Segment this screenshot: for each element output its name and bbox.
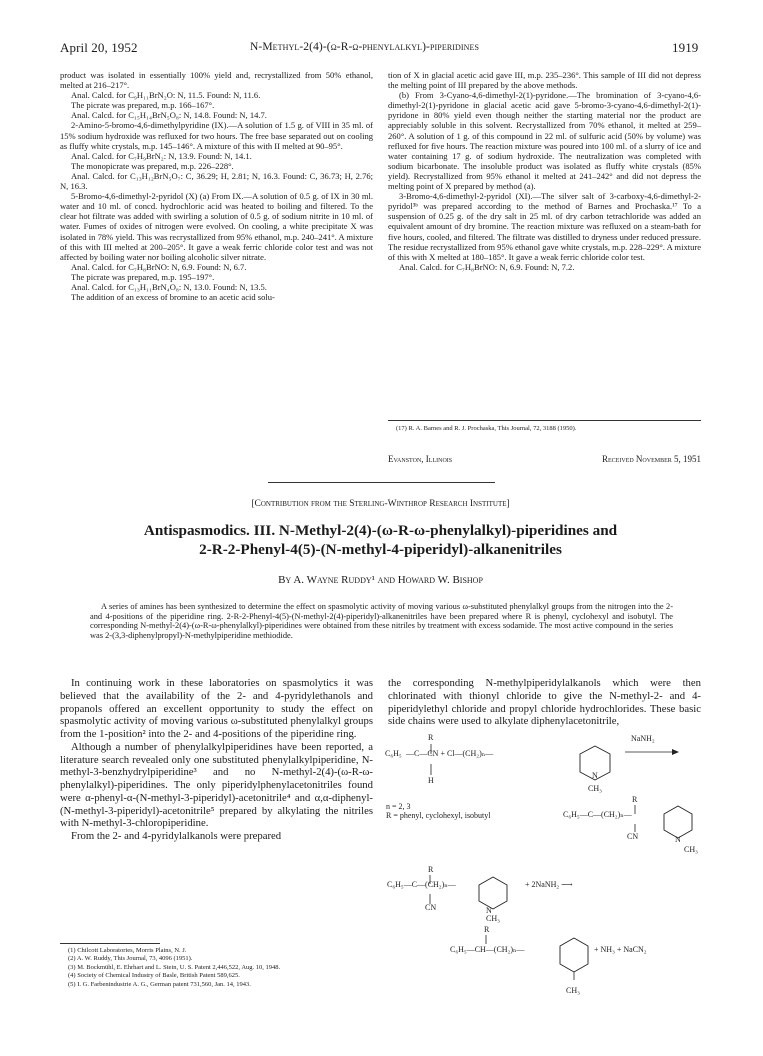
- paragraph: Anal. Calcd. for C₁₃H₁₁BrN₄O₈: N, 13.0. Found: N, 13.5.: [71, 281, 267, 292]
- paragraph: 2-Amino-5-bromo-4,6-dimethylpyridine (IX).—A solution of 1.5 g. of VIII in 35 ml. of 15% sodium hydroxide was refluxed for two hours. The free base separated out on cooling as fluffy white crystals, m.p. 145–146°. A mixture of this with II melted at 90–95°.: [60, 120, 373, 151]
- body-left-column: [60, 677, 373, 843]
- scheme-n-1: N: [592, 771, 598, 780]
- scheme-n-3: N: [486, 906, 492, 915]
- scheme-ch3-4: CH₃: [566, 986, 580, 995]
- paragraph: The picrate was prepared, m.p. 166–167°.: [71, 100, 215, 111]
- paragraph: The picrate was prepared, m.p. 195–197°.: [71, 271, 215, 282]
- scheme-cn-2: CN: [425, 903, 437, 912]
- scheme-r-definition: R = phenyl, cyclohexyl, isobutyl: [386, 811, 491, 820]
- paragraph: Anal. Calcd. for C₉H₁₁BrN₂O: N, 11.5. Found: N, 11.6.: [71, 90, 261, 101]
- paragraph: tion of X in glacial acetic acid gave III, m.p. 235–236°. This sample of III did not depress the melting point of III prepared by the above methods.: [388, 70, 701, 91]
- scheme-n-2: N: [675, 835, 681, 844]
- paragraph: The monopicrate was prepared, m.p. 226–228°.: [71, 160, 234, 171]
- running-title: N-Methyl-2(4)-(ω-R-ω-phenylalkyl)-piperidines: [250, 41, 480, 53]
- paragraph: 5-Bromo-4,6-dimethyl-2-pyridol (X) (a) From IX.—A solution of 0.5 g. of IX in 30 ml. water and 10 ml. of concd. hydrochloric acid was heated to boiling and filtered. To the clear hot filtrate was added with swirling a solution of 0.5 g. of sodium nitrite in 10 ml. of water. Fumes of oxides of nitrogen were evolved. On cooling, a white precipitate X was isolated in 78% yield. This was recrystallized from 95% ethanol, m.p. 240–241°. A mixture of this with III melted at 200–205°. It gave a weak ferric chloride color test and was not affected by boiling water nor boiling alcoholic silver nitrate.: [60, 191, 373, 262]
- scheme-product1-r: R: [632, 795, 638, 804]
- paragraph: Anal. Calcd. for C₁₃H₁₂BrN₅O₇: C, 36.29; H, 2.81; N, 16.3. Found: C, 36.73; H, 2.76; N, 16.3.: [60, 170, 373, 192]
- footnote: (1) Chilcott Laboratories, Morris Plains, N. J.: [68, 947, 187, 954]
- received-date: Received November 5, 1951: [602, 454, 701, 464]
- scheme-product3-bonds: [460, 934, 620, 994]
- byline: By A. Wayne Ruddy¹ and Howard W. Bishop: [278, 574, 483, 586]
- abstract: A series of amines has been synthesized to determine the effect on spasmolytic activity of moving various ω-substituted phenylalkyl groups from the nitrogen into the 2- and 4-positions of the piperidine ring. 2-R-2-Phenyl-4(5)-(N-methyl-2(4)-piperidyl)-alkanenitriles have been prepared where R is phenyl, cyclohexyl and isobutyl. The corresponding N-methyl-2(4)-(ω-R-ω-phenylalkyl)-piperidines were obtained from these nitriles by treatment with excess sodamide. The most active compound in the series was 2-(3,3-diphenylpropyl)-N-methylpiperidine methiodide.: [90, 602, 673, 640]
- paragraph: 3-Bromo-4,6-dimethyl-2-pyridol (XI).—The silver salt of 3-carboxy-4,6-dimethyl-2-pyridol³ᵇ was prepared according to the method of Barnes and Prochaska.¹⁷ To a suspension of 0.25 g. of the dry salt in 25 ml. of dry carbon tetrachloride was added an equivalent amount of dry bromine. The reaction mixture was refluxed on a steam-bath for five hours, cooled, and filtered. The filtrate was distilled to dryness under reduced pressure. The residue recrystallized from 95% ethanol gave white crystals, m.p. 228–229°. A mixture of this with X melted at 180–185°. It gave a weak ferric chloride color test.: [388, 191, 701, 262]
- right-column-top: [388, 70, 701, 272]
- body-paragraph: Although a number of phenylalkylpiperidines have been reported, a literature search revealed only one substituted phenylalkylpiperidine, N-methyl-3-benzhydrylpiperidine³ and no N-methyl-2(4)-(ω-R-ω-phenylalkyl)-piperidines. The only piperidylphenylacetonitriles found were α-phenyl-α-(N-methyl-3-piperidyl)-acetonitrile⁴ and α,α-diphenyl-(N-methyl-3-piperidyl)-acetonitrile⁵ prepared by alkylating the nitriles with N-methyl-3-chloropiperidine.: [60, 740, 373, 830]
- article-title: [60, 521, 701, 559]
- scheme-ch3-3: CH₃: [486, 914, 500, 923]
- contribution-line: [Contribution from the Sterling-Winthrop Research Institute]: [251, 499, 510, 509]
- footnote-17: (17) R. A. Barnes and R. J. Prochaska, This Journal, 72, 3188 (1950).: [396, 425, 577, 432]
- location: Evanston, Illinois: [388, 454, 453, 464]
- paragraph: Anal. Calcd. for C₁₅H₁₄BrN₅O₈: N, 14.8. Found: N, 14.7.: [71, 110, 267, 121]
- section-divider: [268, 482, 495, 483]
- scheme-ch3-1: CH₃: [588, 784, 602, 793]
- footnote: (5) I. G. Farbenindustrie A. G., German patent 731,560, Jan. 14, 1943.: [68, 980, 251, 988]
- paragraph: Anal. Calcd. for C₇H₉BrN₂: N, 13.9. Found: N, 14.1.: [71, 150, 252, 161]
- scheme-n-values: n = 2, 3: [386, 802, 411, 811]
- left-column-top: [60, 70, 373, 302]
- paragraph: The addition of an excess of bromine to an acetic acid solu-: [71, 292, 275, 303]
- paragraph: product was isolated in essentially 100% yield and, recrystallized from 50% ethanol, melted at 216–217°.: [60, 70, 373, 91]
- footnote: (2) A. W. Ruddy, This Journal, 73, 4096 (1951).: [68, 955, 193, 963]
- scheme-h: H: [428, 776, 434, 785]
- body-paragraph: From the 2- and 4-pyridylalkanols were prepared: [71, 830, 282, 842]
- scheme-c-cn: —C—CN + Cl—(CH₂)ₙ—: [406, 749, 494, 758]
- paragraph: Anal. Calcd. for C₇H₈BrNO: N, 6.9. Found: N, 7.2.: [399, 261, 575, 272]
- article-title-line2: 2-R-2-Phenyl-4(5)-(N-methyl-4-piperidyl)-alkanenitriles: [199, 541, 562, 558]
- scheme-cn-1: CN: [627, 832, 639, 841]
- header-date: April 20, 1952: [60, 40, 138, 55]
- scheme-product2-r: R: [428, 865, 434, 874]
- body-paragraph: In continuing work in these laboratories on spasmolytics it was believed that the availability of the 2- and 4-pyridylethanols and propanols offered an excellent opportunity to study the effect on spasmolytic activity of moving various ω-substituted phenylalkyl groups from the 1-position² into the 2- and 4-positions of the piperidine ring.: [60, 677, 373, 740]
- footnote: (3) M. Bockmühl, E. Ehrhart and L. Stein, U. S. Patent 2,446,522, Aug. 10, 1948.: [68, 963, 281, 971]
- body-right-column: the corresponding N-methylpiperidylalkanols which were then chlorinated with thionyl chloride to give the N-methyl-2- and 4-piperidylethyl chloride and propyl chloride hydrochlorides. These basic side chains were used to alkylate diphenylacetonitrile,: [388, 677, 701, 728]
- footnote-divider: [388, 420, 701, 421]
- footnotes-divider: [60, 943, 160, 944]
- scheme-c6h5: C₆H₅: [385, 749, 402, 758]
- page-number: 1919: [672, 40, 699, 55]
- scheme-nanh2: NaNH₂: [631, 734, 655, 743]
- scheme-ch3-2: CH₃: [684, 845, 698, 854]
- scheme-product2: C₆H₅—C—(CH₂)ₙ—: [387, 880, 456, 889]
- scheme-product3-r: R: [484, 925, 490, 934]
- paragraph: (b) From 3-Cyano-4,6-dimethyl-2(1)-pyridone.—The bromination of 3-cyano-4,6-dimethyl-2(1)-pyridone in glacial acetic acid gave 5-bromo-3-cyano-4,6-dimethyl-2(1)-pyridone in 80% yield even though neither the starting material nor the product are appreciably soluble in this solvent. Recrystallized from 70% ethanol, it melted at 259–260°. A solution of 1 g. of this compound in 22 ml. of sulfuric acid (50% by volume) was refluxed for five hours. The reaction mixture was poured into 100 ml. of a slurry of ice and water containing 17 g. of sodium hydroxide. The neutralization was completed with sodium bicarbonate. The insoluble product was isolated as fluffy white crystals (85% yield). Recrystallized from 95% ethanol it melted at 241–242° and did not depress the melting point of X prepared by method (a).: [388, 90, 701, 192]
- scheme-product1: C₆H₅—C—(CH₂)ₙ—: [563, 810, 632, 819]
- footnotes: [60, 947, 373, 989]
- scheme-plus-nanh2: + 2NaNH₂ ⟶: [525, 880, 573, 889]
- scheme-product3: C₆H₅—CH—(CH₂)ₙ—: [450, 945, 525, 954]
- scheme-r-1: R: [428, 733, 434, 742]
- scheme-plus-products: + NH₃ + NaCN₂: [594, 945, 647, 954]
- footnote: (4) Society of Chemical Industry of Basle, British Patent 589,625.: [68, 972, 240, 980]
- article-title-line1: Antispasmodics. III. N-Methyl-2(4)-(ω-R-ω-phenylalkyl)-piperidines and: [143, 522, 618, 539]
- paragraph: Anal. Calcd. for C₇H₈BrNO: N, 6.9. Found: N, 6.7.: [71, 261, 247, 272]
